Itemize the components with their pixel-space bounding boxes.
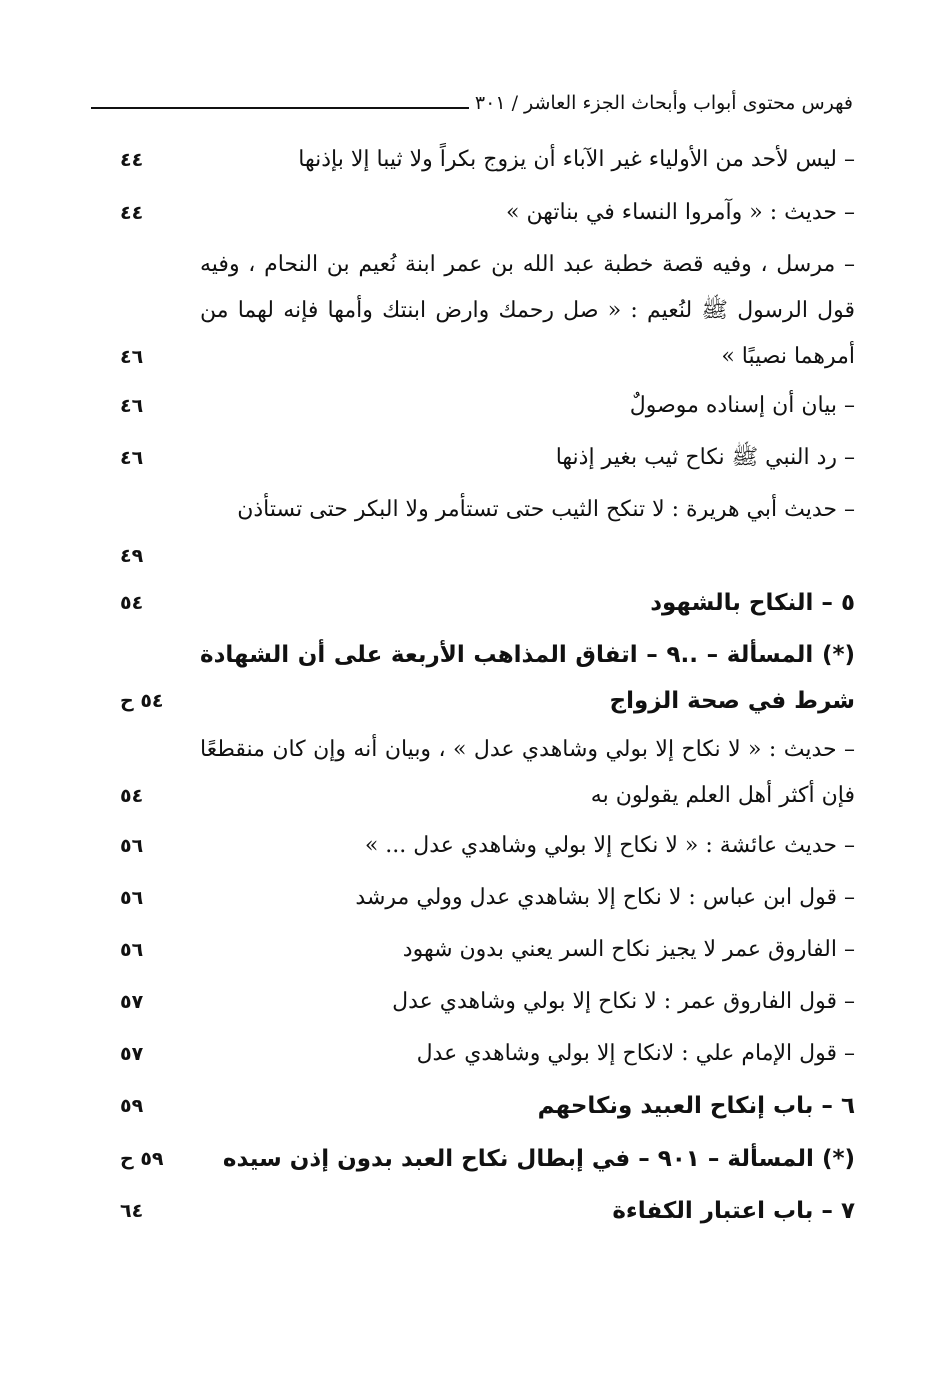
entry-text: – حديث : « وآمروا النساء في بناتهن » <box>505 200 855 225</box>
entry-page-number: ٥٧ <box>120 1043 144 1065</box>
toc-chapter-entry <box>110 1188 855 1234</box>
entry-page-number: ٥٩ ح <box>120 1148 164 1170</box>
entry-page-number: ٤٦ <box>120 395 144 417</box>
toc-entry <box>110 137 855 183</box>
entry-text: – الفاروق عمر لا يجيز نكاح السر يعني بدون شهود <box>402 937 855 962</box>
entry-text: ٧ – باب اعتبار الكفاءة <box>612 1198 855 1224</box>
toc-entry <box>110 435 855 481</box>
entry-text: – حديث : « لا نكاح إلا بولي وشاهدي عدل » ، وبيان أنه وإن كان منقطعًا فإن أكثر أهل العلم يقولون به <box>200 737 855 808</box>
entry-page-number: ٤٦ <box>120 447 144 469</box>
toc-chapter-entry <box>110 1083 855 1129</box>
entry-page-number: ٥٧ <box>120 991 144 1013</box>
toc-chapter-entry <box>110 580 855 626</box>
entry-page-number: ٤٩ <box>120 545 144 567</box>
entry-page-number: ٥٤ <box>120 785 144 807</box>
entry-page-number: ٤٦ <box>120 346 144 368</box>
toc-issue-entry <box>110 1136 855 1182</box>
header-title: فهرس محتوى أبواب وأبحاث الجزء العاشر / ٣٠١ <box>474 92 853 114</box>
toc-entry <box>110 383 855 429</box>
entry-page-number: ٥٦ <box>120 939 144 961</box>
entry-text: – حديث عائشة : « لا نكاح إلا بولي وشاهدي عدل ... » <box>364 833 855 858</box>
entry-text: ٥ – النكاح بالشهود <box>650 590 855 616</box>
toc-entry <box>110 823 855 869</box>
entry-page-number: ٤٤ <box>120 202 144 224</box>
entry-page-number: ٤٤ <box>120 149 144 171</box>
entry-text: (*) المسألة – ..٩ – اتفاق المذاهب الأربعة على أن الشهادة شرط في صحة الزواج <box>200 642 855 714</box>
entry-page-number: ٥٩ <box>120 1095 144 1117</box>
entry-text: – بيان أن إسناده موصولٌ <box>629 393 855 418</box>
entry-text: – رد النبي ﷺ نكاح ثيب بغير إذنها <box>555 445 855 470</box>
toc-entry <box>110 979 855 1025</box>
entry-text: – قول الفاروق عمر : لا نكاح إلا بولي وشاهدي عدل <box>392 989 855 1014</box>
entry-page-number: ٦٤ <box>120 1200 144 1222</box>
toc-entry <box>110 1031 855 1077</box>
entry-page-number: ٥٦ <box>120 887 144 909</box>
entry-text: (*) المسألة – ٩٠١ – في إبطال نكاح العبد بدون إذن سيده <box>222 1146 855 1172</box>
entry-text: – قول ابن عباس : لا نكاح إلا بشاهدي عدل وولي مرشد <box>355 885 855 910</box>
toc-entry <box>110 875 855 921</box>
entry-text: – مرسل ، وفيه قصة خطبة عبد الله بن عمر ابنة نُعيم بن النحام ، وفيه قول الرسول ﷺ لنُعيم : « صل رحمك وارض ابنتك وأمها فإنه لهما من أمرهما نصيبًا » <box>200 252 855 369</box>
entry-text: – قول الإمام علي : لانكاح إلا بولي وشاهدي عدل <box>416 1041 855 1066</box>
entry-text: ٦ – باب إنكاح العبيد ونكاحهم <box>537 1093 855 1119</box>
entry-page-number: ٥٦ <box>120 835 144 857</box>
toc-issue-entry <box>110 632 855 724</box>
toc-entry <box>110 190 855 236</box>
entry-text: – ليس لأحد من الأولياء غير الآباء أن يزوج بكراً ولا ثيبا إلا بإذنها <box>298 147 855 172</box>
entry-page-number: ٥٤ ح <box>120 690 164 712</box>
toc-entry <box>110 487 855 579</box>
toc-entry <box>110 727 855 819</box>
entry-text: – حديث أبي هريرة : لا تنكح الثيب حتى تستأمر ولا البكر حتى تستأذن <box>237 497 855 522</box>
toc-entry <box>110 927 855 973</box>
entry-page-number: ٥٤ <box>120 592 144 614</box>
toc-entry <box>110 242 855 380</box>
